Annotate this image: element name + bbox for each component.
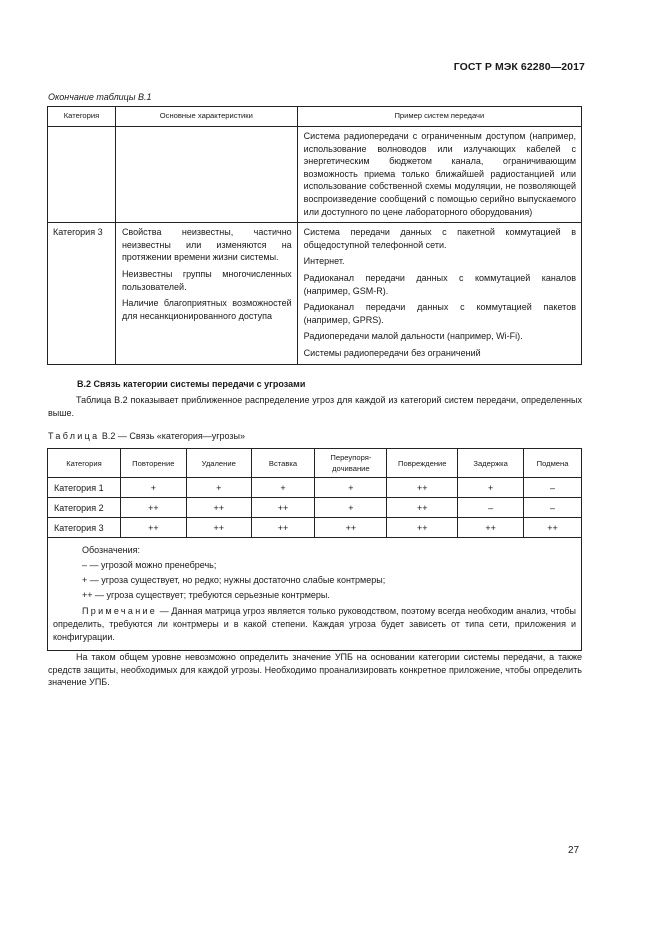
example-text: Радиопередачи малой дальности (например, Wi-Fi). [303, 331, 523, 342]
example-text: Система передачи данных с пакетной коммутацией в общедоступной телефонной сети. [303, 227, 576, 250]
table1-header-row [48, 107, 582, 127]
table2-header-cell: Вставка [251, 449, 315, 478]
table1-characteristics-cell [115, 127, 297, 223]
section-title: В.2 Связь категории системы передачи с угрозами [77, 379, 306, 389]
table2 [47, 448, 582, 651]
table1-caption: Окончание таблицы В.1 [48, 92, 152, 102]
table2-cell: ++ [120, 518, 186, 538]
table2-caption [48, 431, 245, 441]
table2-row [48, 498, 582, 518]
table2-cell: ++ [186, 518, 251, 538]
table2-header-cell: Повторение [120, 449, 186, 478]
table2-header-cell: Подмена [524, 449, 582, 478]
table1-header-cell: Пример систем передачи [297, 107, 581, 127]
section-text: Таблица В.2 показывает приближенное распределение угроз для каждой из категорий систем передачи, определенных выше. [48, 395, 582, 418]
table2-cell: – [524, 478, 582, 498]
table2-cell: ++ [387, 498, 458, 518]
table2-cell: + [186, 478, 251, 498]
table2-cell: ++ [387, 518, 458, 538]
remark-text: — Данная матрица угроз является только руководством, поэтому всегда необходим анализ, чтобы определить, требуются ли контрмеры и в какой степени. Каждая угроза будет зависеть от типа сети, приложения и конфигурации. [53, 606, 576, 642]
table2-category-cell: Категория 2 [48, 498, 121, 518]
table1-header-cell: Основные характеристики [115, 107, 297, 127]
example-text: Интернет. [303, 256, 345, 267]
table1-row [48, 127, 582, 223]
table2-cell: + [315, 478, 387, 498]
table1-examples-cell [297, 127, 581, 223]
table1-row [48, 223, 582, 364]
table2-category-cell: Категория 3 [48, 518, 121, 538]
example-text: Радиоканал передачи данных с коммутацией каналов (например, GSM-R). [303, 272, 576, 296]
legend-item: + — угроза существует, но редко; нужны достаточно слабые контрмеры; [82, 575, 386, 585]
table2-caption-text: В.2 — Связь «категория—угрозы» [99, 431, 246, 441]
table2-category-cell: Категория 1 [48, 478, 121, 498]
example-text: Радиоканал передачи данных с коммутацией пакетов (например, GPRS). [303, 302, 576, 325]
table2-header-cell: Повреждение [387, 449, 458, 478]
table2-header-cell: Категория [48, 449, 121, 478]
table2-header-row [48, 449, 582, 478]
characteristic-text: Неизвестны группы многочисленных пользователей. [121, 268, 292, 292]
page-number: 27 [568, 845, 580, 856]
table1-examples-cell [297, 223, 581, 364]
table2-notes-row [48, 538, 582, 651]
table2-cell: ++ [315, 518, 387, 538]
table1 [47, 106, 582, 365]
legend-item: ++ — угроза существует; требуются серьезные контрмеры. [82, 590, 330, 600]
table2-cell: – [458, 498, 524, 518]
example-text: Система радиопередачи с ограниченным доступом (например, использование волноводов или излучающих кабелей с энергетическим бюджетом канала, ограничивающим возможность приема только ближайшей радиостанцией или использование собственной схемы модуляции, не позволяющей воспроизведение сообщений с помощью серийно выпускаемого или доступного по цене лабораторного оборудования) [303, 131, 576, 217]
document-header: ГОСТ Р МЭК 62280—2017 [453, 61, 585, 73]
characteristic-text: Свойства неизвестны, частично неизвестны или изменяются на протяжении времени жизни системы. [121, 227, 292, 263]
table2-header-cell: Переупоря- дочивание [315, 449, 387, 478]
closing-text: На таком общем уровне невозможно определить значение УПБ на основании категории системы передачи, а также средств защиты, необходимых для каждой угрозы. Необходимо проанализировать конкретное приложение, чтобы определить значение УПБ. [48, 652, 582, 687]
table2-header-cell: Задержка [458, 449, 524, 478]
table1-header-cell: Категория [48, 107, 116, 127]
table2-cell: ++ [524, 518, 582, 538]
table2-cell: + [251, 478, 315, 498]
table2-cell: ++ [387, 478, 458, 498]
table1-category-cell: Категория 3 [48, 223, 116, 364]
table2-row [48, 518, 582, 538]
table2-cell: – [524, 498, 582, 518]
table2-cell: + [458, 478, 524, 498]
table2-cell: ++ [251, 498, 315, 518]
example-text: Системы радиопередачи без ограничений [303, 347, 481, 358]
table1-characteristics-cell [115, 223, 297, 364]
table2-caption-label: Таблица [48, 431, 100, 441]
legend-title: Обозначения: [82, 545, 141, 555]
table2-cell: + [120, 478, 186, 498]
legend-item: – — угрозой можно пренебречь; [82, 560, 217, 570]
remark-label: Примечание [82, 606, 158, 616]
closing-paragraph [48, 651, 582, 689]
table2-cell: ++ [251, 518, 315, 538]
table2-header-cell: Удаление [186, 449, 251, 478]
section-paragraph [48, 394, 582, 419]
table2-row [48, 478, 582, 498]
table2-cell: ++ [458, 518, 524, 538]
characteristic-text: Наличие благоприятных возможностей для несанкционированного доступа [121, 298, 292, 321]
table2-cell: + [315, 498, 387, 518]
table2-cell: ++ [120, 498, 186, 518]
table1-category-cell [48, 127, 116, 223]
table2-remark [53, 605, 576, 644]
table2-notes-cell [48, 538, 582, 651]
table2-cell: ++ [186, 498, 251, 518]
